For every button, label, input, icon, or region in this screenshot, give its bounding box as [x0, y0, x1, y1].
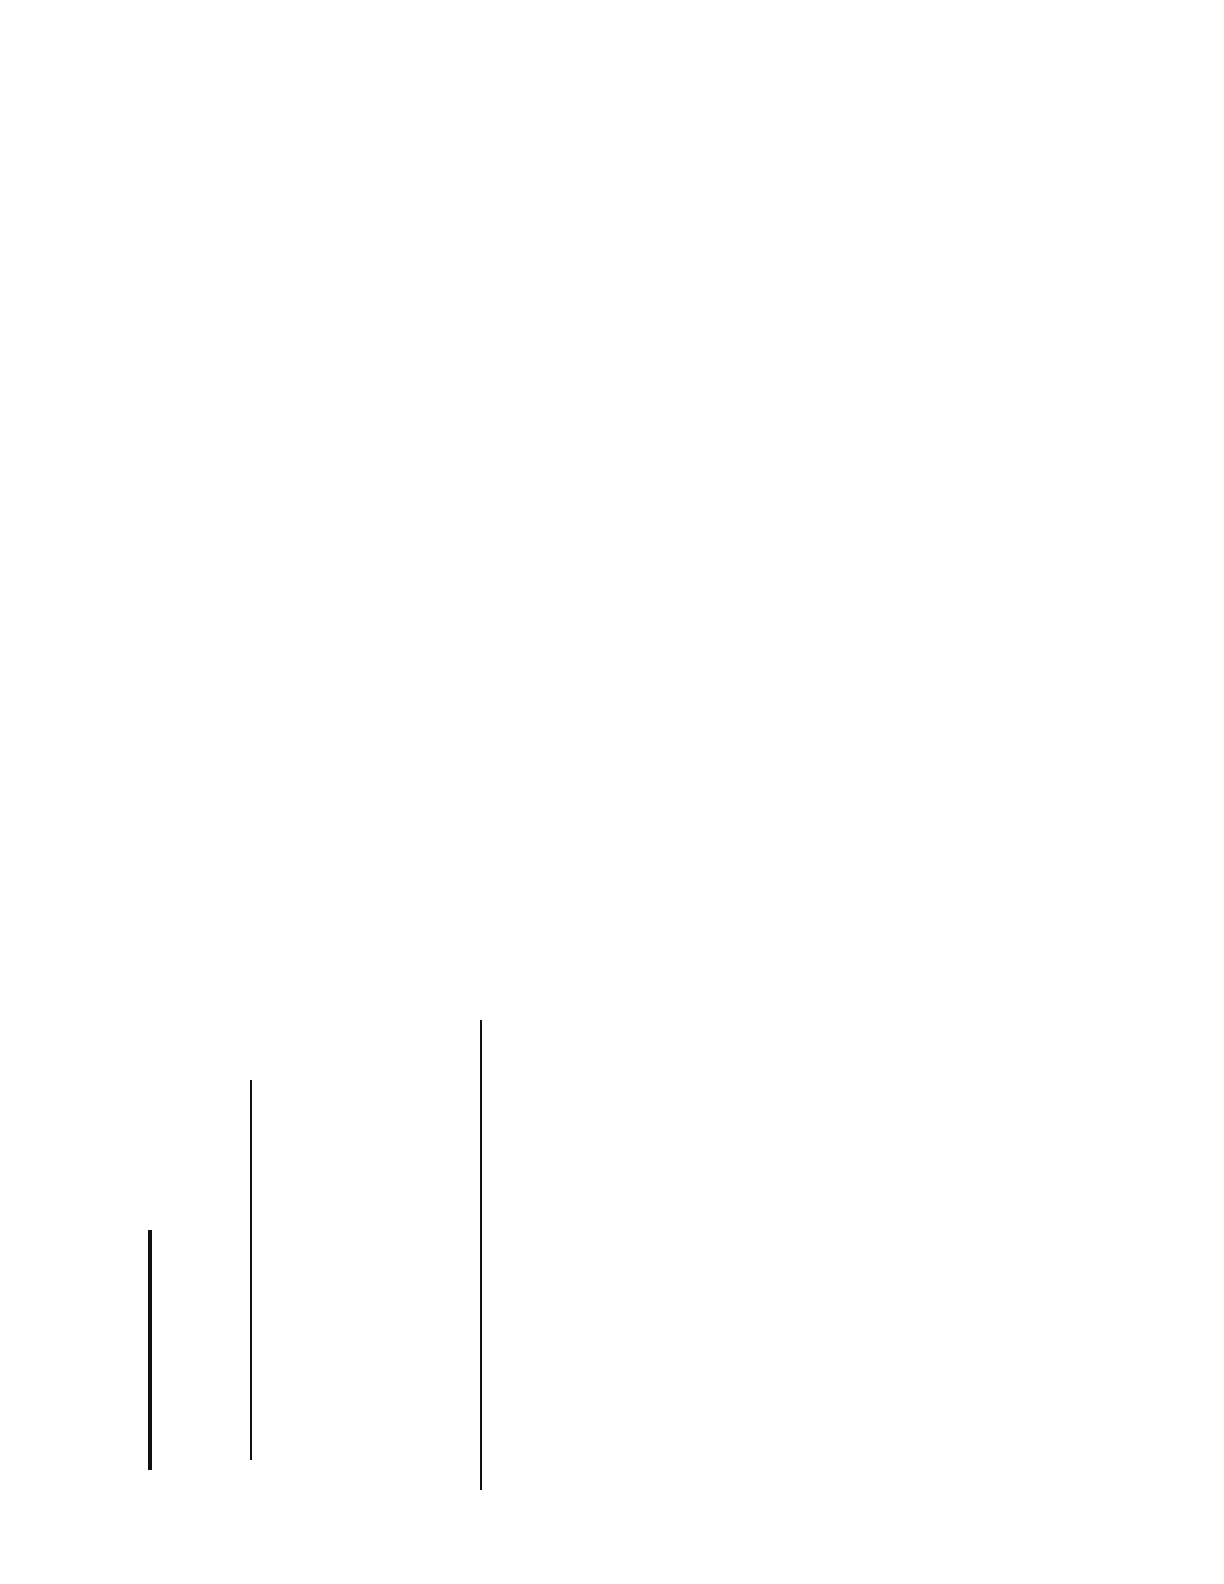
col-desc: [481, 1129, 482, 1451]
universal-section: [236, 1080, 258, 1490]
universal-table: [250, 1080, 252, 1460]
function-code-table: [480, 1020, 482, 1490]
col-g: [481, 1104, 482, 1129]
realtime-col-desc: [149, 1231, 151, 1380]
col-p: [481, 1054, 482, 1079]
universal-col-byte: [251, 1341, 252, 1460]
col-func: [481, 1451, 482, 1490]
col-no: [481, 1021, 482, 1054]
realtime-section: [140, 1230, 152, 1490]
sysex-section: [478, 1020, 482, 1490]
realtime-col-status: [149, 1380, 151, 1470]
rotated-content: [140, 330, 1100, 1490]
realtime-table: [148, 1230, 152, 1470]
universal-col-desc: [251, 1081, 252, 1341]
col-c: [481, 1079, 482, 1104]
